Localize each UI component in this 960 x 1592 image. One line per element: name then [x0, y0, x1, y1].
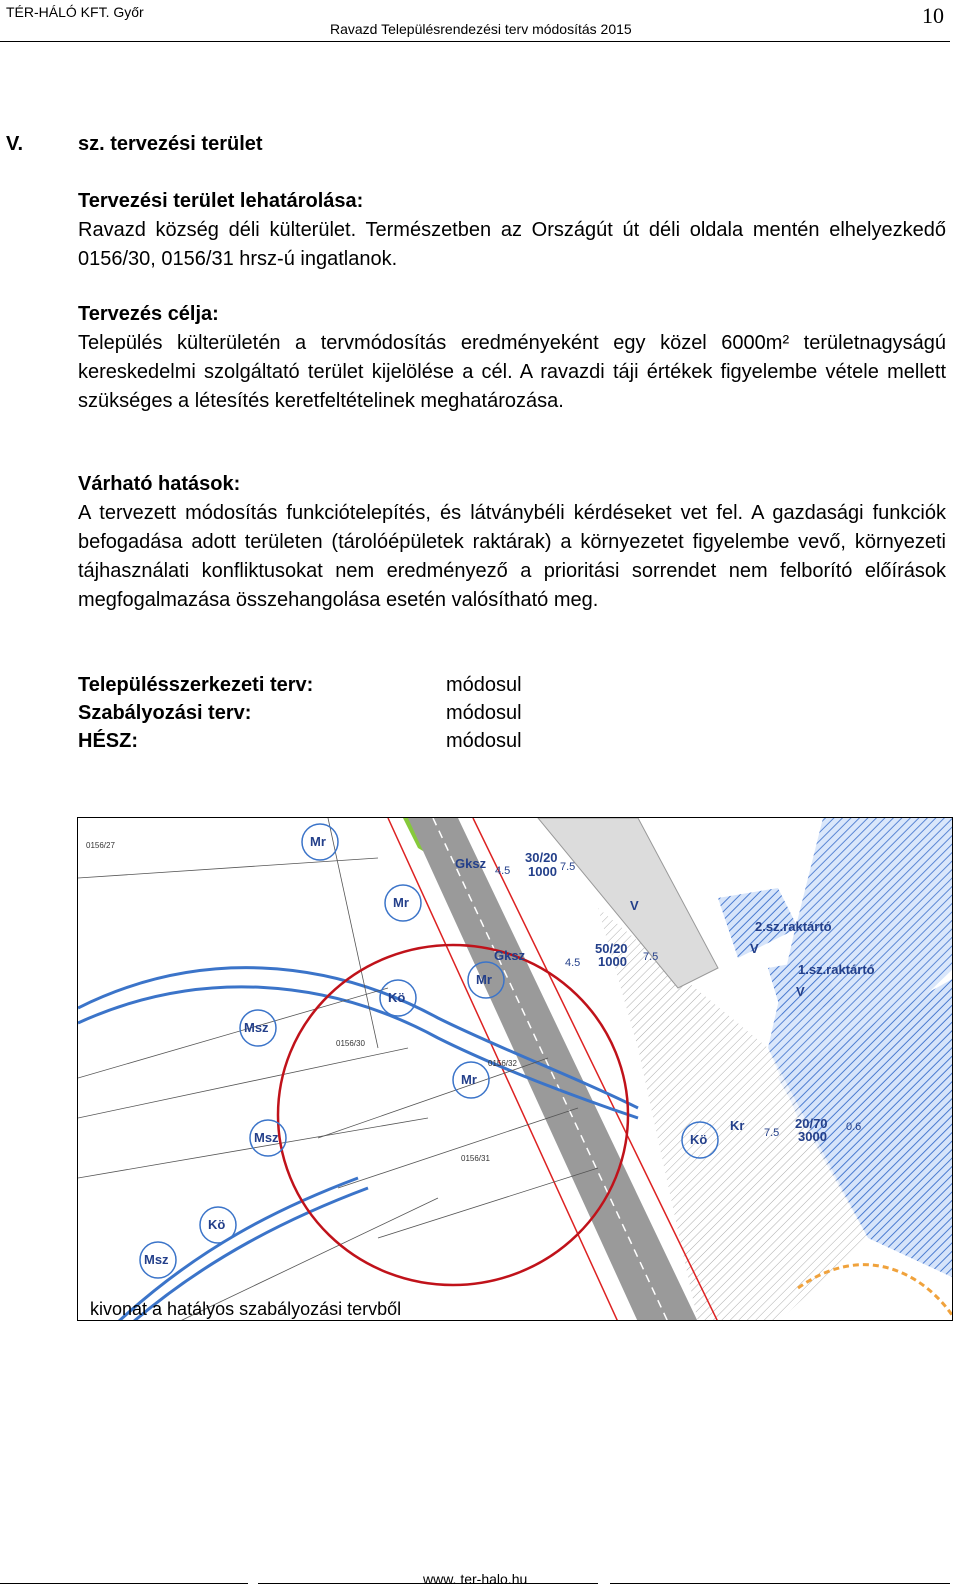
map-label-reg: 7.5 — [643, 951, 659, 963]
plan-label-regulation: Szabályozási terv: — [78, 702, 252, 724]
map-label-reg: 1000 — [598, 954, 627, 969]
parcel-number: 0156/32 — [488, 1059, 517, 1068]
map-label-gksz: Gksz — [455, 856, 487, 871]
company-name: TÉR-HÁLÓ KFT. Győr — [6, 4, 144, 20]
map-label-msz: Msz — [144, 1252, 169, 1267]
map-label-msz: Msz — [254, 1130, 279, 1145]
map-label-ko: Kö — [388, 990, 406, 1005]
parcel-number: 0156/30 — [336, 1039, 365, 1048]
effects-heading: Várható hatások: — [78, 473, 241, 495]
plan-label-hesz: HÉSZ: — [78, 730, 138, 752]
map-label-ko: Kö — [208, 1217, 226, 1232]
effects-block — [78, 470, 946, 615]
map-label-ko: Kö — [690, 1132, 708, 1147]
footer-website: www. ter-halo.hu — [423, 1571, 528, 1587]
goal-heading: Tervezés célja: — [78, 303, 219, 325]
section-number: V. — [6, 133, 24, 155]
plan-label-structure: Településszerkezeti terv: — [78, 674, 314, 696]
regulation-map — [77, 817, 953, 1321]
document-title: Ravazd Településrendezési terv módosítás 2015 — [330, 21, 632, 37]
map-label-v: V — [630, 898, 639, 913]
parcel-number: 0156/31 — [461, 1154, 490, 1163]
map-label-reg: 7.5 — [764, 1127, 780, 1139]
map-label-msz: Msz — [244, 1020, 269, 1035]
map-label-v: V — [796, 984, 805, 999]
header-divider — [0, 41, 950, 42]
map-label-reg: 0.6 — [846, 1121, 862, 1133]
footer-divider — [0, 1583, 248, 1584]
map-label-reg: 4.5 — [565, 957, 581, 969]
effects-text: A tervezett módosítás funkciótelepítés, és látványbéli kérdéseket vet fel. A gazdasági funkciók befogadása adott területen (tárolóépületek raktárak) a környezetet figyelembe vevő, környezeti tájhasználati konfliktusokat nem eredményező a prioritási sorrendet nem felborító előírások megfogalmazása összehangolása esetén valósítható meg. — [78, 502, 946, 611]
plan-value-hesz: módosul — [446, 730, 522, 752]
plan-value-regulation: módosul — [446, 702, 522, 724]
parcel-number: 0156/27 — [86, 841, 115, 850]
map-label-v: V — [750, 941, 759, 956]
goal-block — [78, 300, 946, 416]
map-label-gksz: Gksz — [494, 948, 526, 963]
map-label-raktarto-1: 1.sz.raktártó — [798, 962, 875, 977]
map-label-mr: Mr — [461, 1072, 477, 1087]
map-label-reg: 1000 — [528, 864, 557, 879]
goal-text: Település külterületén a tervmódosítás eredményeként egy közel 6000m² területnagyságú kereskedelmi szolgáltató terület kijelölése a cél. A ravazdi táji értékek figyelembe vétele mellett szükséges a létesítés keretfeltételinek meghatározása. — [78, 332, 946, 412]
map-label-reg: 4.5 — [495, 865, 511, 877]
map-label-reg: 7.5 — [560, 861, 576, 873]
section-title: sz. tervezési terület — [78, 133, 263, 155]
map-caption: kivonat a hatályos szabályozási tervből — [90, 1299, 402, 1319]
map-drawing — [78, 818, 953, 1321]
map-label-kr: Kr — [730, 1118, 745, 1133]
map-label-reg: 20/70 — [795, 1116, 828, 1131]
plan-value-structure: módosul — [446, 674, 522, 696]
map-label-reg: 30/20 — [525, 850, 558, 865]
boundary-heading: Tervezési terület lehatárolása: — [78, 190, 364, 212]
boundary-block — [78, 187, 946, 274]
boundary-text: Ravazd község déli külterület. Természetben az Országút út déli oldala mentén elhelyezkedő 0156/30, 0156/31 hrsz-ú ingatlanok. — [78, 219, 946, 270]
map-label-reg: 3000 — [798, 1129, 827, 1144]
map-label-mr: Mr — [393, 895, 409, 910]
footer-divider — [610, 1583, 950, 1584]
page-number: 10 — [922, 3, 944, 28]
map-label-mr: Mr — [310, 834, 326, 849]
map-label-reg: 50/20 — [595, 941, 628, 956]
map-label-raktarto-2: 2.sz.raktártó — [755, 919, 832, 934]
map-label-mr: Mr — [476, 972, 492, 987]
